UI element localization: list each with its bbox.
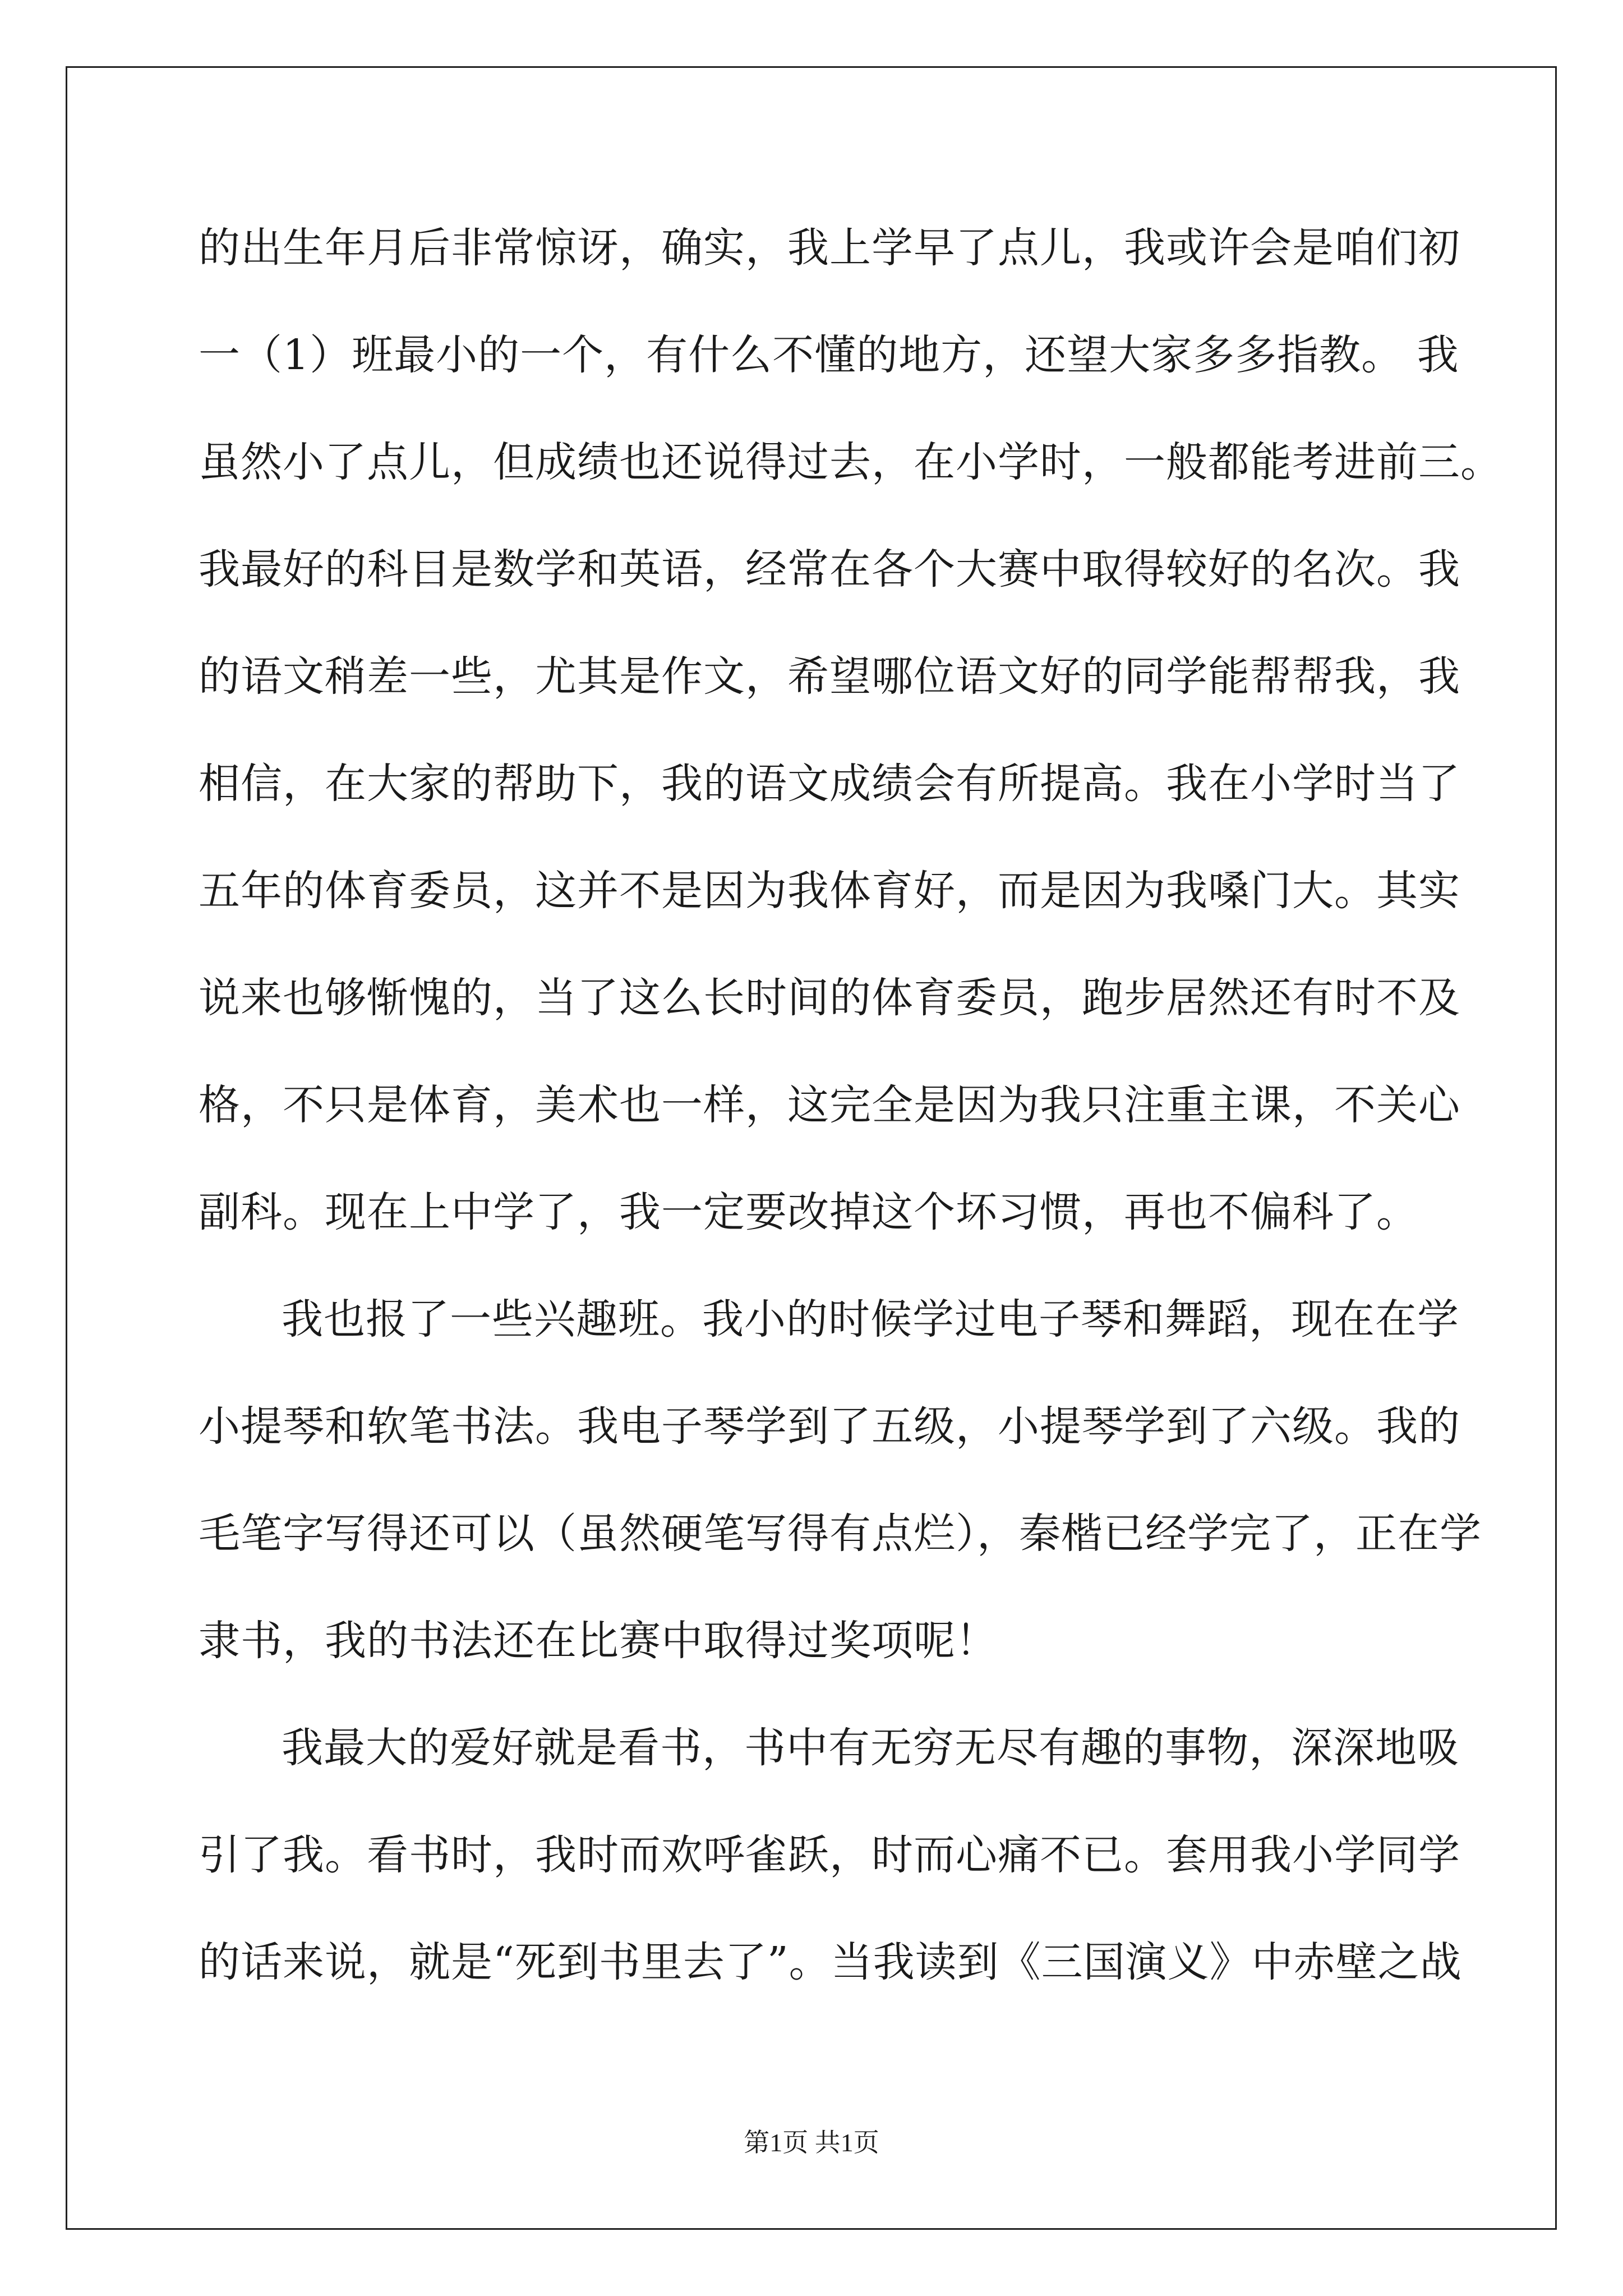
text-line-7: 五年的体育委员，这并不是因为我体育好，而是因为我嗓门大。其实 (199, 867, 1460, 915)
text-line-6: 相信，在大家的帮助下，我的语文成绩会有所提高。我在小学时当了 (199, 760, 1460, 808)
page-number: 第1页 共1页 (744, 2128, 879, 2157)
text-line-2: 一（1）班最小的一个，有什么不懂的地方，还望大家多多指教。 我 (199, 331, 1459, 379)
text-line-13: 毛笔字写得还可以（虽然硬笔写得有点烂），秦楷已经学完了，正在学 (199, 1510, 1482, 1558)
text-line-17: 的话来说，就是“死到书里去了”。当我读到《三国演义》中赤壁之战 (199, 1938, 1462, 1986)
text-line-12: 小提琴和软笔书法。我电子琴学到了五级，小提琴学到了六级。我的 (199, 1402, 1460, 1451)
text-line-5: 的语文稍差一些，尤其是作文，希望哪位语文好的同学能帮帮我，我 (199, 652, 1460, 701)
text-line-9: 格，不只是体育，美术也一样，这完全是因为我只注重主课，不关心 (199, 1081, 1460, 1129)
text-line-11: 我也报了一些兴趣班。我小的时候学过电子琴和舞蹈，现在在学 (282, 1295, 1459, 1343)
page-border (66, 66, 1557, 2230)
text-line-15: 我最大的爱好就是看书，书中有无穷无尽有趣的事物，深深地吸 (282, 1724, 1459, 1772)
text-line-8: 说来也够惭愧的，当了这么长时间的体育委员，跑步居然还有时不及 (199, 974, 1460, 1022)
text-line-4: 我最好的科目是数学和英语，经常在各个大赛中取得较好的名次。我 (199, 545, 1460, 593)
text-line-3: 虽然小了点儿，但成绩也还说得过去，在小学时，一般都能考进前三。 (199, 438, 1502, 486)
text-line-16: 引了我。看书时，我时而欢呼雀跃，时而心痛不已。套用我小学同学 (199, 1831, 1460, 1879)
text-line-14: 隶书，我的书法还在比赛中取得过奖项呢！ (199, 1617, 998, 1665)
text-line-10: 副科。现在上中学了，我一定要改掉这个坏习惯，再也不偏科了。 (199, 1188, 1418, 1236)
text-line-1: 的出生年月后非常惊讶，确实，我上学早了点儿，我或许会是咱们初 (199, 224, 1460, 272)
